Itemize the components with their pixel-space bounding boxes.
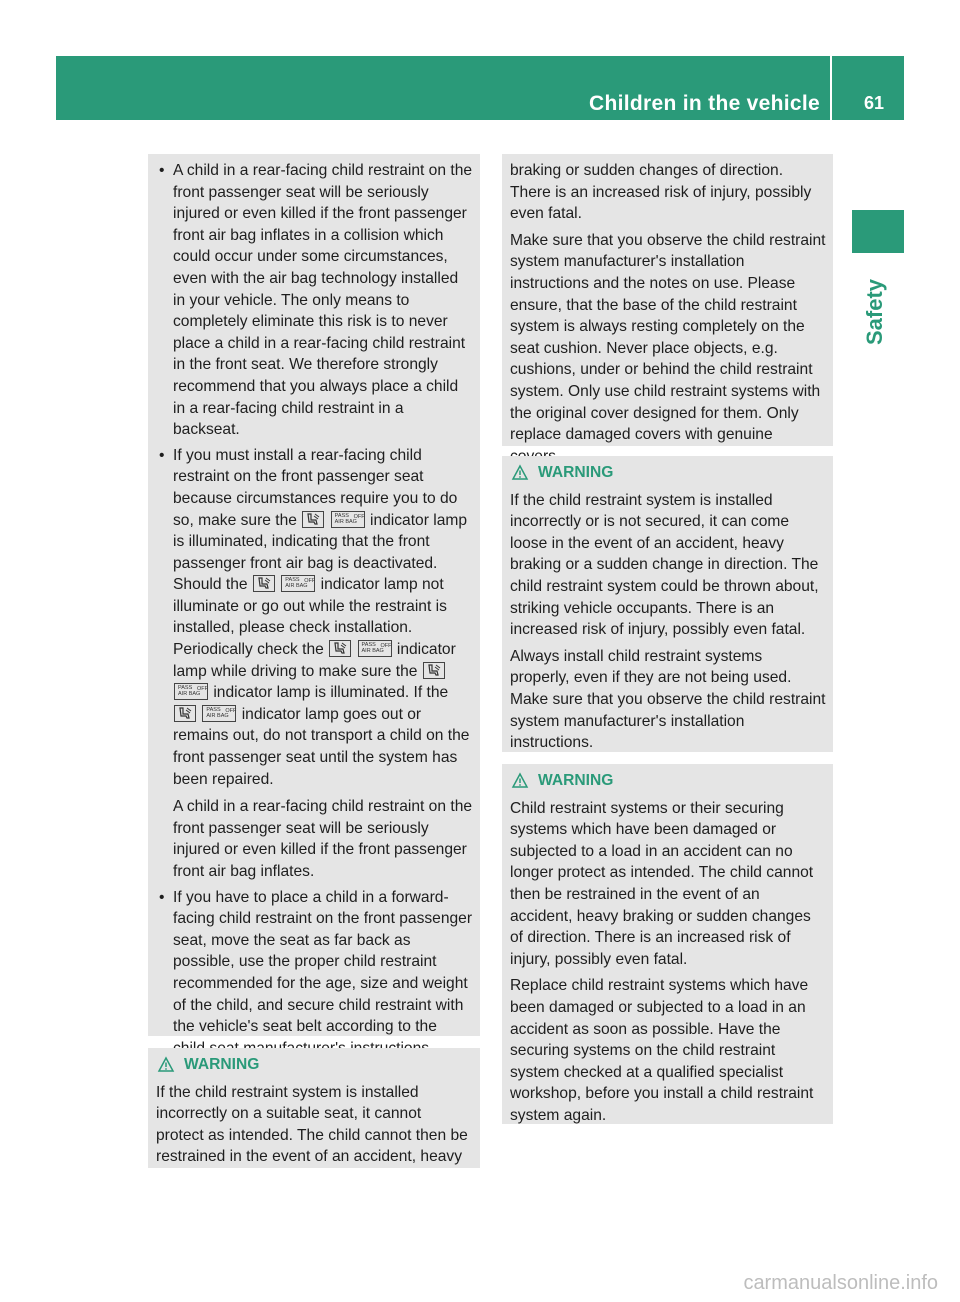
list-item-text: indicator lamp is illuminated, indicating that the front passenger front air bag is deactivated. xyxy=(173,511,468,572)
right-warning-box-1 xyxy=(502,456,833,752)
list-item-text: indicator lamp not illuminate or go out while the restraint is installed, please check installation. xyxy=(173,576,447,637)
list-item xyxy=(156,160,473,441)
warning-text: If the child restraint system is installed incorrectly or is not secured, it can come loose in the event of an accident, heavy braking or a sudden change in direction. The child restraint system could be thrown about, striking vehicle occupants. There is an increased risk of injury, possibly even fatal. xyxy=(510,491,819,639)
list-item-text: If you must install a rear-facing child restraint on the front passenger seat because circumstances require you to do so, make sure the xyxy=(173,446,458,529)
page-title: Children in the vehicle xyxy=(589,92,820,115)
warning-heading xyxy=(510,770,826,792)
warning-label: WARNING xyxy=(538,772,614,789)
warning-heading xyxy=(156,1054,473,1076)
right-content-box xyxy=(502,154,833,446)
bullet-dot: • xyxy=(159,162,165,179)
child-seat-icon xyxy=(174,705,196,722)
right-warning-box-2 xyxy=(502,764,833,1124)
warning-triangle-icon xyxy=(158,1057,174,1073)
list-item xyxy=(156,887,473,1060)
pass-air-bag-off-icon: PASS AIR BAG OFF xyxy=(174,683,208,700)
left-content-box xyxy=(148,154,480,1036)
list-item xyxy=(156,445,473,883)
warning-text: Child restraint systems or their securing systems which have been damaged or subjected to a load in an accident can no longer protect as intended. The child cannot then be restrained in the event of an accident, heavy braking or sudden changes of direction. There is an increased risk of injury, possibly even fatal. xyxy=(510,799,814,968)
section-tab xyxy=(852,210,904,253)
list-item-subparagraph: A child in a rear-facing child restraint on the front passenger seat will be seriously injured or even killed if the front passenger front air bag inflates. xyxy=(173,798,473,880)
bullet-dot: • xyxy=(159,446,165,464)
section-label: Safety xyxy=(862,278,887,345)
warning-label: WARNING xyxy=(184,1056,260,1073)
child-seat-icon xyxy=(253,575,275,592)
child-seat-icon xyxy=(423,662,445,679)
list-item-text: indicator lamp goes out or remains out, do not transport a child on the front passenger seat until the system has been repaired. xyxy=(173,705,470,788)
list-item-text: A child in a rear-facing child restraint on the front passenger seat will be seriously injured or even killed if the front passenger front air bag inflates in a collision which could occur under some circumstances, even with the air bag technology installed in your vehicle. The only means to completely eliminate this risk is to never place a child in a rear-facing child restraint in the front seat. We therefore strongly recommend that you always place a child in a rear-facing child restraint in a backseat. xyxy=(173,162,473,439)
left-warning-box xyxy=(148,1048,480,1168)
warning-label: WARNING xyxy=(538,464,614,481)
pass-air-bag-off-icon: PASS AIR BAG OFF xyxy=(358,640,392,657)
page-header xyxy=(56,56,904,120)
pass-air-bag-off-icon: PASS AIR BAG OFF xyxy=(281,575,315,592)
warning-triangle-icon xyxy=(512,465,528,481)
warning-text: Always install child restraint systems properly, even if they are not being used. Make sure that you observe the child restraint system manufacturer's installation instructions. xyxy=(510,647,826,752)
bullet-dot: • xyxy=(159,888,165,906)
child-seat-icon xyxy=(302,511,324,528)
warning-triangle-icon xyxy=(512,773,528,789)
list-item-text: indicator lamp while driving to make sure the xyxy=(173,641,456,680)
warning-heading xyxy=(510,462,826,484)
paragraph: Make sure that you observe the child restraint system manufacturer's installation instructions and the notes on use. Please ensure, that the base of the child restraint system is always resting completely on the seat cushion. Never place objects, e.g. cushions, under or behind the child restraint system. Only use child restraint systems with the original cover designed for them. Only replace damaged covers with genuine xyxy=(510,231,826,444)
list-item-text: indicator lamp is illuminated. If the xyxy=(213,684,449,702)
child-seat-icon xyxy=(329,640,351,657)
list-item-text: Should the xyxy=(173,576,248,594)
pass-air-bag-off-icon: PASS AIR BAG OFF xyxy=(202,705,236,722)
warning-text: If the child restraint system is installed incorrectly on a suitable seat, it cannot protect as intended. The child cannot then be restrained in the event of an accident, heavy xyxy=(156,1083,468,1166)
pass-air-bag-off-icon: PASS AIR BAG OFF xyxy=(331,511,365,528)
page-number: 61 xyxy=(863,93,884,113)
warning-text: Replace child restraint systems which have been damaged or subjected to a load in an accident as soon as possible. Have the securing systems on the child restraint system checked at a qualified specialist workshop, before you install a child restraint system again. xyxy=(510,977,814,1124)
paragraph: braking or sudden changes of direction. There is an increased risk of injury, possibly even fatal. xyxy=(510,162,812,223)
list-item-text: If you have to place a child in a forward-facing child restraint on the front passenger seat, move the seat as far back as possible, use the proper child restraint recommended for the age, size and weight of the child, and secure child restraint with the vehicle's seat belt according to the xyxy=(173,888,473,1036)
watermark: carmanualsonline.info xyxy=(743,1272,938,1294)
list-item-text: Periodically check the xyxy=(173,641,324,659)
header-divider xyxy=(830,56,832,120)
